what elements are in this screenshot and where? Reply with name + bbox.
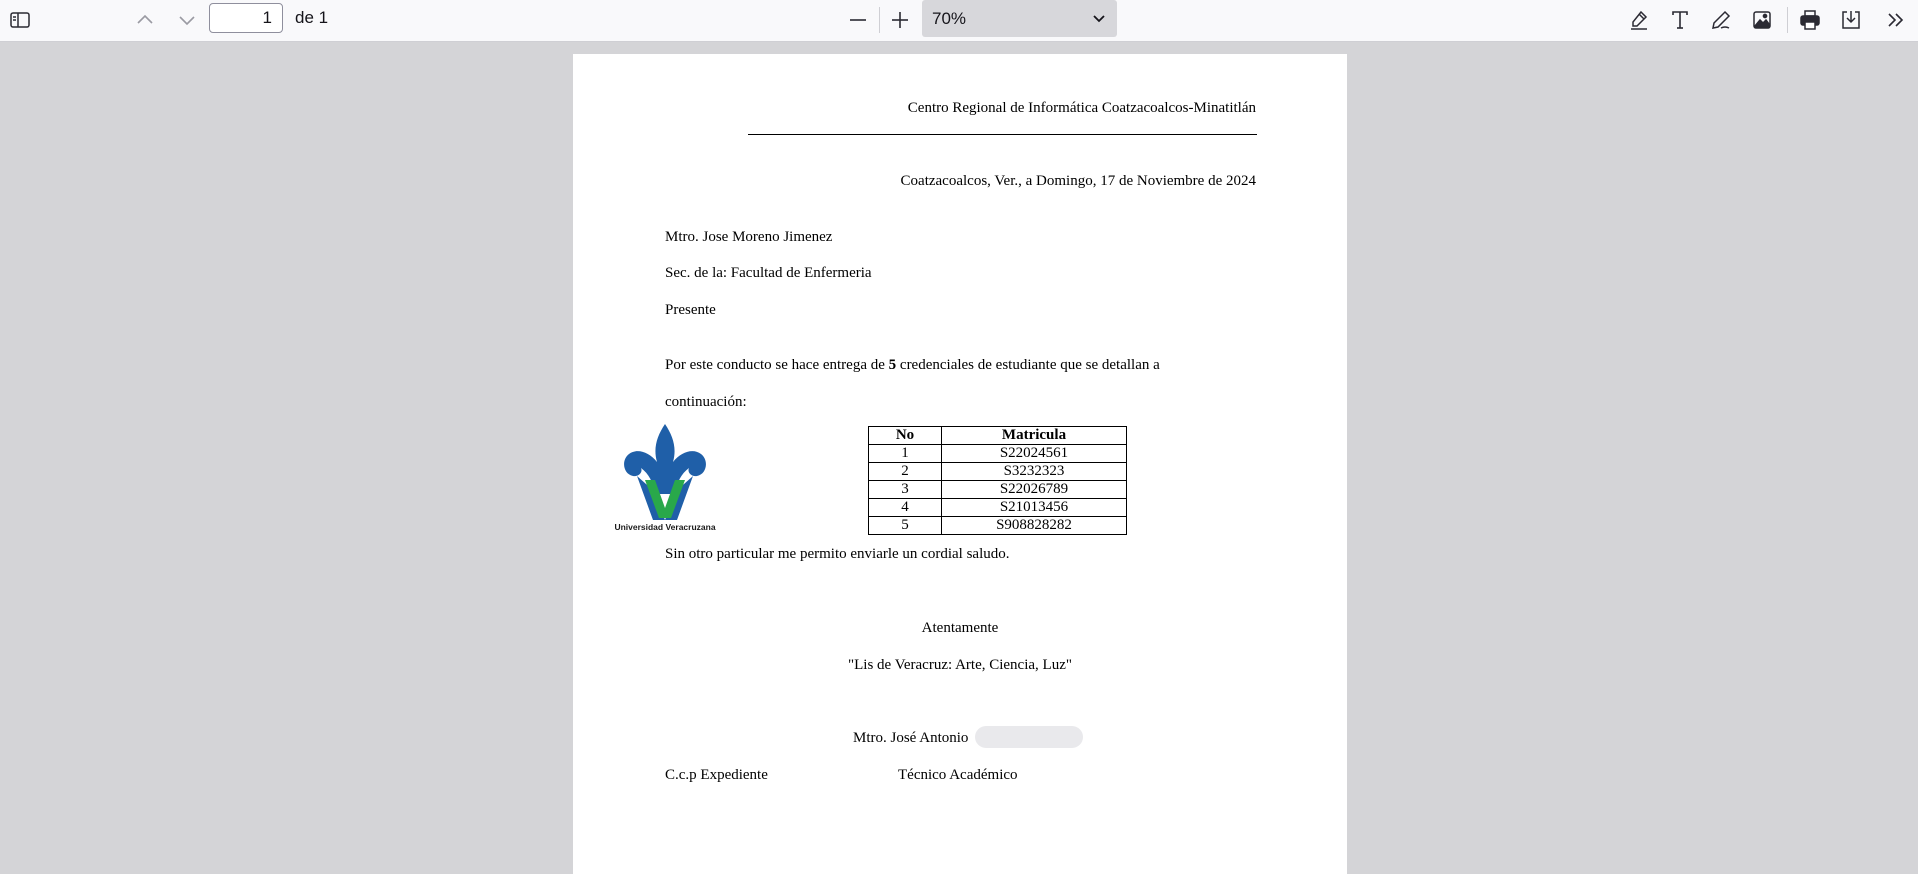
closing-line: Sin otro particular me permito enviarle un cordial saludo. <box>665 546 1010 562</box>
sidebar-toggle-button[interactable] <box>2 3 38 37</box>
draw-icon <box>1709 8 1733 32</box>
column-header-no: No <box>869 427 942 445</box>
zoom-out-button[interactable] <box>840 3 876 37</box>
print-button[interactable] <box>1792 3 1828 37</box>
university-logo <box>609 422 721 534</box>
recipient-title: Sec. de la: Facultad de Enfermeria <box>665 265 872 281</box>
previous-page-icon <box>133 8 157 32</box>
page-count-label: de 1 <box>295 8 329 27</box>
body-paragraph-line2: continuación: <box>665 394 747 410</box>
row-matricula: S22024561 <box>942 445 1127 463</box>
toolbar-separator <box>879 7 880 33</box>
row-matricula: S22026789 <box>942 481 1127 499</box>
image-button[interactable] <box>1744 3 1780 37</box>
uv-flower-emblem <box>609 422 721 534</box>
pdf-toolbar <box>0 0 1918 42</box>
table-row <box>869 499 1127 517</box>
text-icon <box>1668 8 1692 32</box>
highlight-button[interactable] <box>1621 3 1657 37</box>
column-header-matricula: Matricula <box>942 427 1127 445</box>
row-matricula: S908828282 <box>942 517 1127 535</box>
sidebar-toggle-icon <box>8 8 32 32</box>
draw-button[interactable] <box>1703 3 1739 37</box>
document-header: Centro Regional de Informática Coatzacoalcos-Minatitlán <box>907 100 1256 116</box>
logo-caption: Universidad Veracruzana <box>614 522 716 532</box>
more-tools-button[interactable] <box>1878 3 1914 37</box>
body-paragraph-line1 <box>665 357 1160 374</box>
pdf-page <box>573 54 1347 874</box>
zoom-in-icon <box>888 8 912 32</box>
table-row <box>869 463 1127 481</box>
body-text-post: credenciales de estudiante que se detallan a <box>896 357 1160 373</box>
chevron-down-icon <box>1087 6 1111 30</box>
atentamente-label: Atentamente <box>921 620 999 636</box>
highlight-icon <box>1627 8 1651 32</box>
print-icon <box>1798 8 1822 32</box>
table-row <box>869 517 1127 535</box>
row-number: 4 <box>869 499 942 517</box>
credentials-table <box>868 426 1127 535</box>
credential-count: 5 <box>888 357 897 373</box>
image-icon <box>1750 8 1774 32</box>
table-row <box>869 445 1127 463</box>
row-number: 2 <box>869 463 942 481</box>
recipient-name: Mtro. Jose Moreno Jimenez <box>665 229 833 245</box>
text-button[interactable] <box>1662 3 1698 37</box>
motto: "Lis de Veracruz: Arte, Ciencia, Luz" <box>848 657 1072 673</box>
page-number-value: 1 <box>262 8 272 27</box>
body-text-pre: Por este conducto se hace entrega de <box>665 357 889 373</box>
table-row <box>869 481 1127 499</box>
presente-label: Presente <box>665 302 716 318</box>
row-matricula: S21013456 <box>942 499 1127 517</box>
previous-page-button[interactable] <box>127 3 163 37</box>
next-page-icon <box>175 8 199 32</box>
zoom-out-icon <box>846 8 870 32</box>
signer-title: Técnico Académico <box>898 767 1018 783</box>
row-number: 5 <box>869 517 942 535</box>
date-line: Coatzacoalcos, Ver., a Domingo, 17 de Noviembre de 2024 <box>900 173 1256 189</box>
row-matricula: S3232323 <box>942 463 1127 481</box>
redacted-area <box>975 726 1083 748</box>
header-rule <box>748 134 1257 135</box>
zoom-in-button[interactable] <box>882 3 918 37</box>
more-tools-icon <box>1884 8 1908 32</box>
page-number-input[interactable] <box>209 3 283 33</box>
row-number: 1 <box>869 445 942 463</box>
toolbar-separator <box>1787 7 1788 33</box>
zoom-value: 70% <box>932 9 967 28</box>
ccp-label: C.c.p Expediente <box>665 767 768 783</box>
signer-name: Mtro. José Antonio <box>853 730 969 746</box>
save-button[interactable] <box>1833 3 1869 37</box>
row-number: 3 <box>869 481 942 499</box>
table-header-row <box>869 427 1127 445</box>
save-icon <box>1839 8 1863 32</box>
zoom-select[interactable] <box>922 0 1117 37</box>
next-page-button[interactable] <box>169 3 205 37</box>
